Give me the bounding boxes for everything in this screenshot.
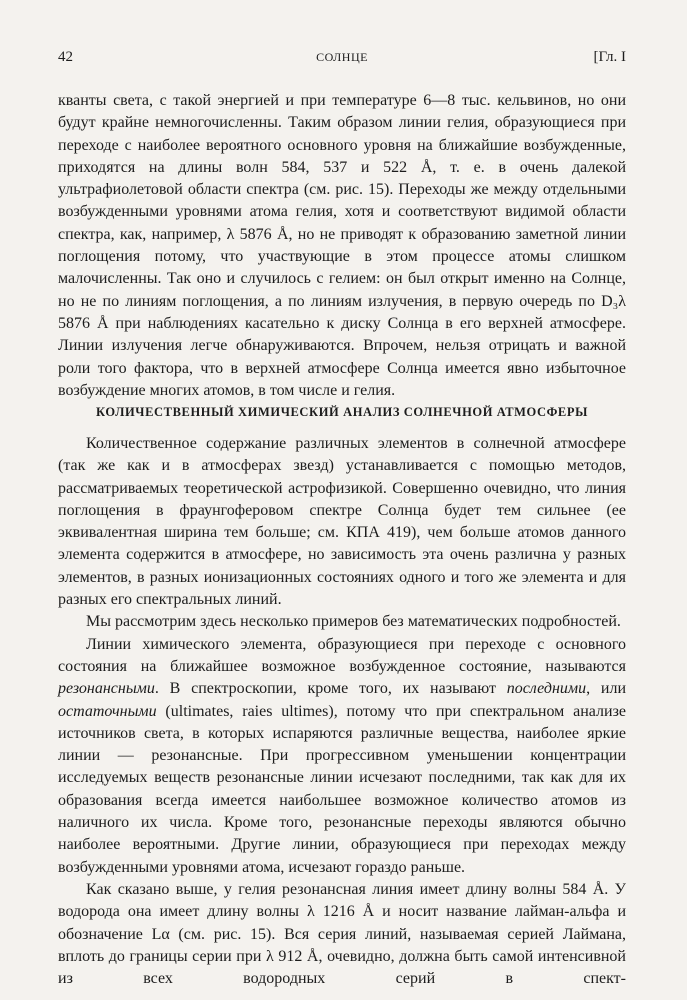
paragraph-resonance-lines (58, 634, 626, 879)
paragraph-examples: Мы рассмотрим здесь несколько примеров без математических подробностей. (86, 613, 621, 631)
paragraph-hydrogen-lyman: Как сказано выше, у гелия резонансная линия имеет длину волны 584 Å. У водорода она имеет длину волны λ 1216 Å и носит название лайман-альфа и обозначение Lα (см. рис. 15). Вся серия линий, называемая серией Лаймана, вплоть до границы серии при λ 912 Å, очевидно, должна быть самой интенсивной из всех водородных серий в спект- (58, 880, 626, 988)
text-block-main (58, 433, 626, 990)
resonance-text-2: . В спектроскопии, кроме того, их называют (154, 680, 507, 698)
paragraph-helium-lines: кванты света, с такой энергией и при температуре 6—8 тыс. кельвинов, но они будут крайне немногочисленны. Таким образом линии гелия, образующиеся при переходе с наиболее вероятного основного уровня на ближайшие возбужденные, приходятся на длины волн 584, 537 и 522 Å, т. е. в очень далекой ультрафиолетовой области спектра (см. рис. 15). Переходы же между отдельными возбужденными уровнями атома гелия, хотя и соответствуют видимой области спектра, как, например, λ 5876 Å, но не приводят к образованию заметной линии поглощения потому, что участвующие в этом процессе атомы слишком малочисленны. Так оно и случилось с гелием: он был открыт именно на Солнце, но не по линиям поглощения, а по линиям излучения, в первую очередь по D₃λ 5876 Å при наблюдениях касательно к диску Солнца в его верхней атмосфере. Линии излучения легче обнаруживаются. Впрочем, нельзя отрицать и важной роли того фактора, что в верхней атмосфере Солнца имеется явно избыточное возбуждение многих атомов, в том числе и гелия. (58, 92, 626, 399)
resonance-text-3: , или (586, 680, 626, 698)
paragraph-quantitative-content: Количественное содержание различных элементов в солнечной атмосфере (так же как и в атмосферах звезд) устанавливается с помощью методов, рассматриваемых теоретической астрофизикой. Совершенно очевидно, что линия поглощения в фраунгоферовом спектре Солнца будет тем сильнее (ее эквивалентная ширина тем больше; см. КПА 419), чем больше атомов данного элемента содержится в атмосфере, но зависимость эта очень различна у разных элементов, в разных ионизационных состояниях одного и того же элемента и для разных его спектральных линий. (58, 435, 626, 609)
term-residual: остаточными (58, 702, 157, 720)
page-number: 42 (58, 49, 73, 65)
term-last: последними (506, 680, 587, 698)
text-block-top (58, 90, 626, 402)
resonance-text-1: Линии химического элемента, образующиеся при переходе с основного состояния на ближайшее возможное возбужденное состояние, называются (58, 635, 626, 675)
resonance-text-4: (ultimates, raies ultimes), потому что при спектральном анализе источников света, в которых испаряются различные вещества, наиболее яркие линии — резонансные. При прогрессивном уменьшении концентрации исследуемых веществ резонансные линии исчезают последними, так как для их образования всегда имеется наибольшее возможное количество атомов из наличного их числа. Кроме того, резонансные переходы являются обычно наиболее вероятными. Другие линии, образующиеся при переходах между возбужденными уровнями атома, исчезают гораздо раньше. (58, 702, 626, 876)
chapter-marker: [Гл. I (593, 49, 626, 65)
running-title: СОЛНЦЕ (316, 50, 368, 64)
term-resonance: резонансными (58, 680, 155, 698)
page-header (58, 49, 626, 69)
section-heading: КОЛИЧЕСТВЕННЫЙ ХИМИЧЕСКИЙ АНАЛИЗ СОЛНЕЧНОЙ АТМОСФЕРЫ (96, 405, 588, 419)
